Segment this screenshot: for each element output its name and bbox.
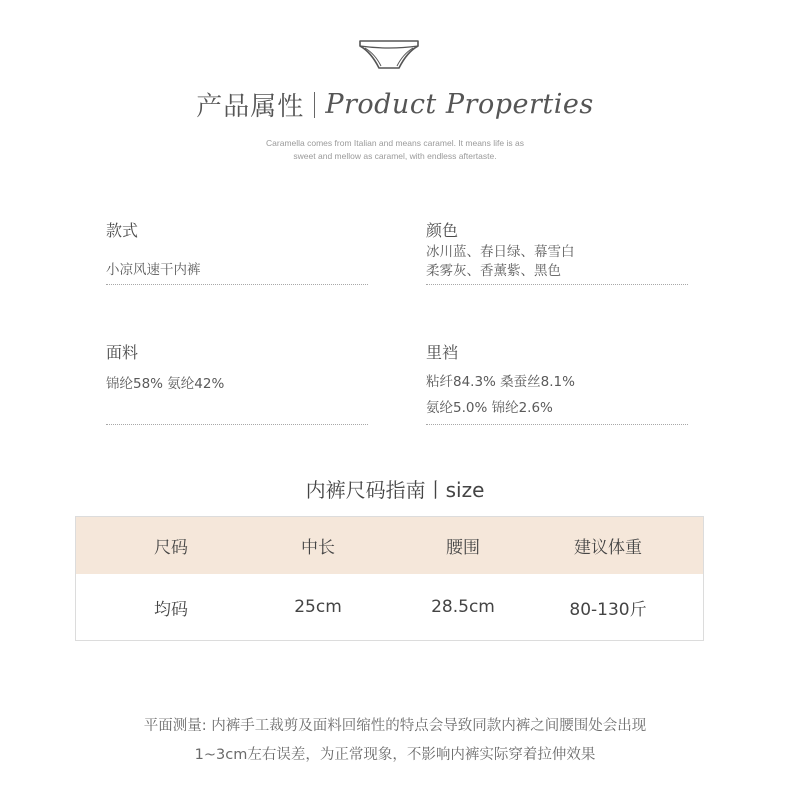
property-crotch-value-2: 氨纶5.0% 锦纶2.6% xyxy=(426,400,553,416)
divider xyxy=(426,424,688,425)
property-fabric-value: 锦纶58% 氨纶42% xyxy=(106,376,225,392)
heading-cn: 产品属性 xyxy=(196,92,305,122)
property-style xyxy=(106,218,368,288)
brand-tagline xyxy=(0,137,790,163)
header-cell-size: 尺码 xyxy=(154,538,188,558)
measurement-note-line-2: 1~3cm左右误差，为正常现象，不影响内裤实际穿着拉伸效果 xyxy=(194,747,596,763)
divider xyxy=(106,424,368,425)
divider xyxy=(106,284,368,285)
property-crotch-label: 里裆 xyxy=(426,343,459,362)
property-style-value: 小凉风速干内裤 xyxy=(106,262,201,278)
heading-separator xyxy=(314,92,315,118)
measurement-note-line-1: 平面测量: 内裤手工裁剪及面料回缩性的特点会导致同款内裤之间腰围处会出现 xyxy=(143,718,647,734)
property-color-value-1: 冰川蓝、春日绿、幕雪白 xyxy=(426,244,575,260)
header-cell-weight: 建议体重 xyxy=(574,538,642,558)
cell-waist: 28.5cm xyxy=(431,597,495,617)
tagline-line-1: Caramella comes from Italian and means caramel. It means life is as xyxy=(266,138,524,148)
cell-weight: 80-130斤 xyxy=(569,599,647,620)
header-cell-length: 中长 xyxy=(301,538,335,558)
property-color xyxy=(426,218,688,288)
property-fabric-label: 面料 xyxy=(106,343,139,362)
underwear-icon xyxy=(357,38,421,74)
property-style-label: 款式 xyxy=(106,221,139,240)
size-guide-title: 内裤尺码指南丨size xyxy=(305,478,485,502)
property-crotch-value-1: 粘纤84.3% 桑蚕丝8.1% xyxy=(426,374,575,390)
property-color-value-2: 柔雾灰、香薰紫、黑色 xyxy=(426,263,561,279)
cell-size: 均码 xyxy=(154,599,188,620)
heading-en: Product Properties xyxy=(325,89,594,120)
property-color-label: 颜色 xyxy=(426,221,459,240)
tagline-line-2: sweet and mellow as caramel, with endless aftertaste. xyxy=(293,151,497,161)
property-crotch xyxy=(426,340,688,428)
header-cell-waist: 腰围 xyxy=(446,538,480,558)
size-table xyxy=(75,516,704,641)
table-header xyxy=(76,517,703,574)
divider xyxy=(426,284,688,285)
cell-length: 25cm xyxy=(294,597,342,617)
table-row xyxy=(76,574,703,640)
page-heading xyxy=(0,86,790,130)
property-fabric xyxy=(106,340,368,428)
